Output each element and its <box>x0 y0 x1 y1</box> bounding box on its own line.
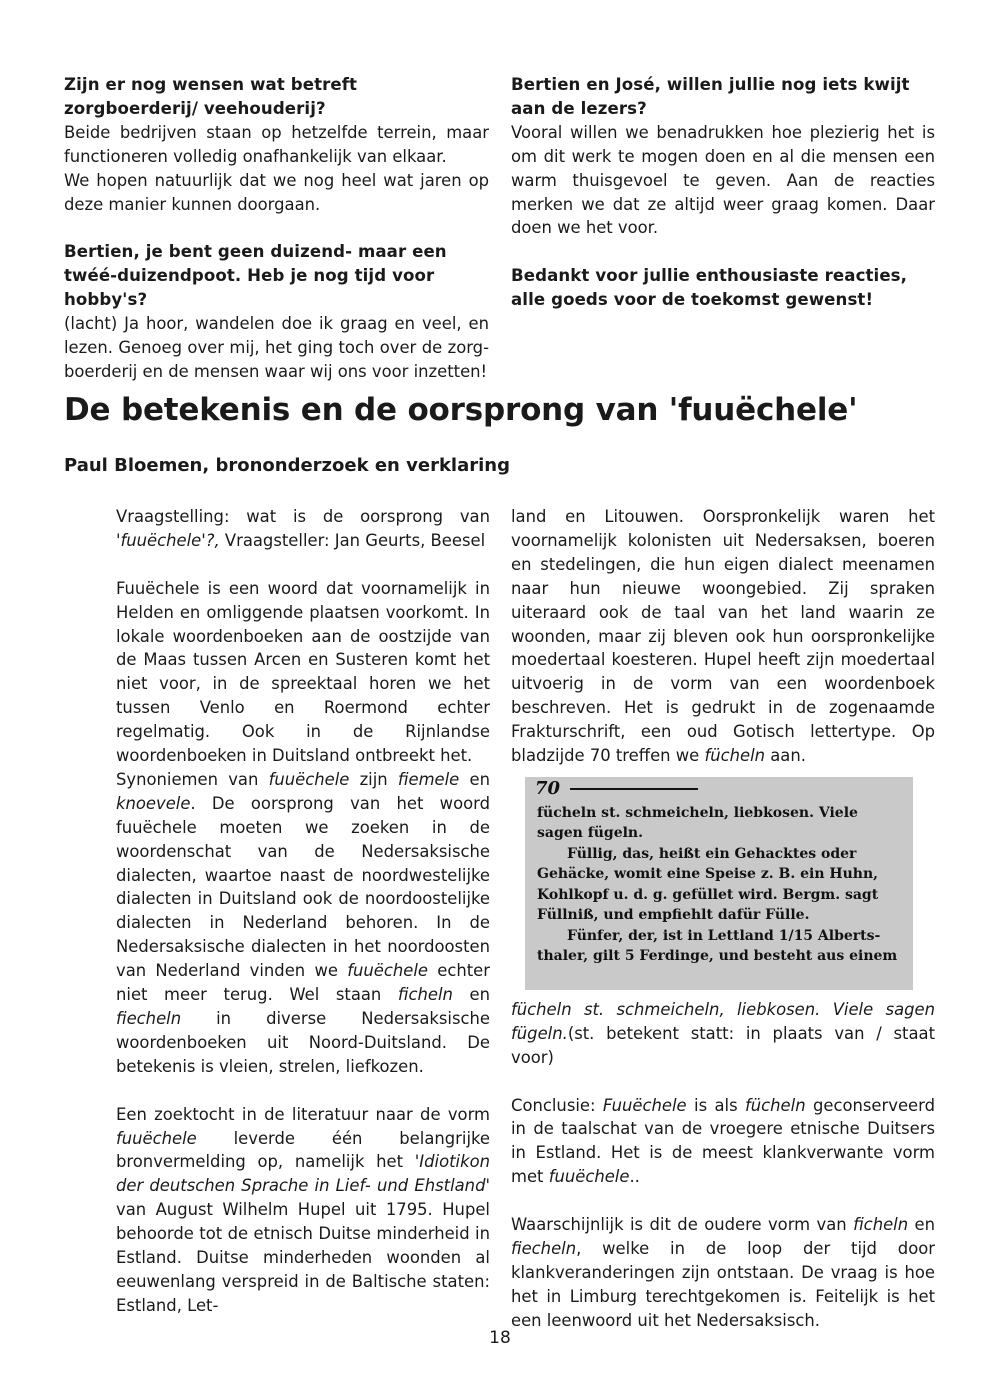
scan-rule <box>570 788 698 790</box>
article-paragraph-4: land en Litouwen. Oorspronkelijk waren het voornamelijk kolonisten uit Nedersaksen, boeren en stedelingen, die hun eigen dialect meenamen naar hun nieuwe woongebied. Zij spraken uiteraard ook de taal van het land waarin ze woonden, maar zij bleven ook hun oorspronkelijke moedertaal koesteren. Hupel heeft zijn moedertaal uitvoerig in de vorm van een woordenboek beschreven. Het is gedrukt in de zogenaamde Frakturschrift, een oud Gotisch lettertype. Op bladzijde 70 treffen we fücheln aan. <box>511 507 935 766</box>
interview-question-1: Zijn er nog wensen wat betreft zorgboerderij/ veehouderij? <box>64 75 358 118</box>
scan-line: Gehäcke, womit eine Speise z. B. ein Huhn, <box>537 866 879 883</box>
interview-column-right <box>511 73 935 312</box>
interview-answer-1b: We hopen natuurlijk dat we nog heel wat jaren op deze manier kunnen doorgaan. <box>64 170 489 214</box>
interview-question-2: Bertien, je bent geen duizend- maar een twéé-duizendpoot. Heb je nog tijd voor hobby's? <box>64 242 447 310</box>
interview-question-3: Bertien en José, willen jullie nog iets kwijt aan de lezers? <box>511 75 910 118</box>
scan-line: fücheln st. schmeicheln, liebkosen. Viele <box>537 804 858 821</box>
article-conclusion: Conclusie: Fuuëchele is als fücheln geconserveerd in de taalschat van de vroegere etnische Duitsers in Estland. Het is de meest klankverwante vorm met fuuëchele.. <box>511 1095 935 1187</box>
scan-line: Fünfer, der, ist in Lettland 1/15 Alberts- <box>567 927 881 944</box>
fraktur-dictionary-scan <box>525 777 913 990</box>
article-question: Vraagstelling: wat is de oorsprong van 'fuuëchele'?, Vraagsteller: Jan Geurts, Beesel <box>116 507 490 550</box>
scan-line: Kohlkopf u. d. g. gefüllet wird. Bergm. sagt <box>537 886 879 903</box>
interview-answer-1a: Beide bedrijven staan op hetzelfde terrein, maar functioneren volledig onafhankelijk van elkaar. <box>64 122 489 166</box>
scan-line: thaler, gilt 5 Ferdinge, und besteht aus einem <box>537 948 898 965</box>
scan-line: sagen fügeln. <box>537 825 643 842</box>
scan-line: Füllig, das, heißt ein Gehacktes oder <box>567 845 857 862</box>
article-title: De betekenis en de oorsprong van 'fuuëchele' <box>64 392 858 428</box>
interview-column-left <box>64 73 489 384</box>
scan-page-number: 70 <box>535 777 561 799</box>
article-paragraph-1: Fuuëchele is een woord dat voornamelijk in Helden en omliggende plaatsen voorkomt. In lokale woordenboeken aan de oostzijde van de Maas tussen Arcen en Susteren komt het niet voor, in de spreektaal horen we het tussen Venlo en Roermond echter regelmatig. Ook in de Rijnlandse woordenboeken in Duitsland ontbreekt het. <box>116 578 490 766</box>
page-number: 18 <box>489 1328 511 1348</box>
interview-answer-3: Vooral willen we benadrukken hoe plezierig het is om dit werk te mogen doen en al die mensen een warm thuisgevoel te geven. Aan de reacties merken we dat ze altijd weer graag komen. Daar doen we het voor. <box>511 122 935 238</box>
scan-line: Füllniß, und empfiehlt dafür Fülle. <box>537 907 810 924</box>
article-paragraph-2: Synoniemen van fuuëchele zijn fiemele en knoevele. De oorsprong van het woord fuuëchele moeten we zoeken in de woordenschat van de Nedersaksische dialecten, waartoe naast de noordwestelijke dialecten in Duitsland ook de noordoostelijke dialecten in Nederland behoren. In de Nedersaksische dialecten in het noordoosten van Nederland vinden we fuuëchele echter niet meer terug. Wel staan ficheln en fiecheln in diverse Nedersaksische woordenboeken uit Noord-Duitsland. De betekenis is vleien, strelen, liefkozen. <box>116 769 490 1076</box>
article-column-right <box>511 505 935 1333</box>
interview-answer-2: (lacht) Ja hoor, wandelen doe ik graag en veel, en lezen. Genoeg over mij, het ging toch over de zorg-boerderij en de mensen waar wij ons voor inzetten! <box>64 314 489 381</box>
scan-text <box>537 803 905 967</box>
article-column-left <box>116 505 490 1318</box>
article-paragraph-3: Een zoektocht in de literatuur naar de vorm fuuëchele leverde één belangrijke bronvermelding op, namelijk het 'Idiotikon der deutschen Sprache in Lief- und Ehstland' van August Wilhelm Hupel uit 1795. Hupel behoorde tot de etnisch Duitse minderheid in Estland. Duitse minderheden woonden al eeuwenlang verspreid in de Baltische staten: Estland, Let- <box>116 1104 490 1315</box>
interview-closing: Bedankt voor jullie enthousiaste reacties, alle goeds voor de toekomst gewenst! <box>511 266 908 310</box>
article-byline: Paul Bloemen, brononderzoek en verklaring <box>64 455 510 476</box>
scan-caption: fücheln st. schmeicheln, liebkosen. Viele sagen fügeln.(st. betekent statt: in plaats van / staat voor) <box>511 999 935 1067</box>
article-paragraph-6: Waarschijnlijk is dit de oudere vorm van ficheln en fiecheln, welke in de loop der tijd door klankveranderingen zijn ontstaan. De vraag is hoe het in Limburg terechtgekomen is. Feitelijk is het een leenwoord uit het Nedersaksisch. <box>511 1215 935 1330</box>
